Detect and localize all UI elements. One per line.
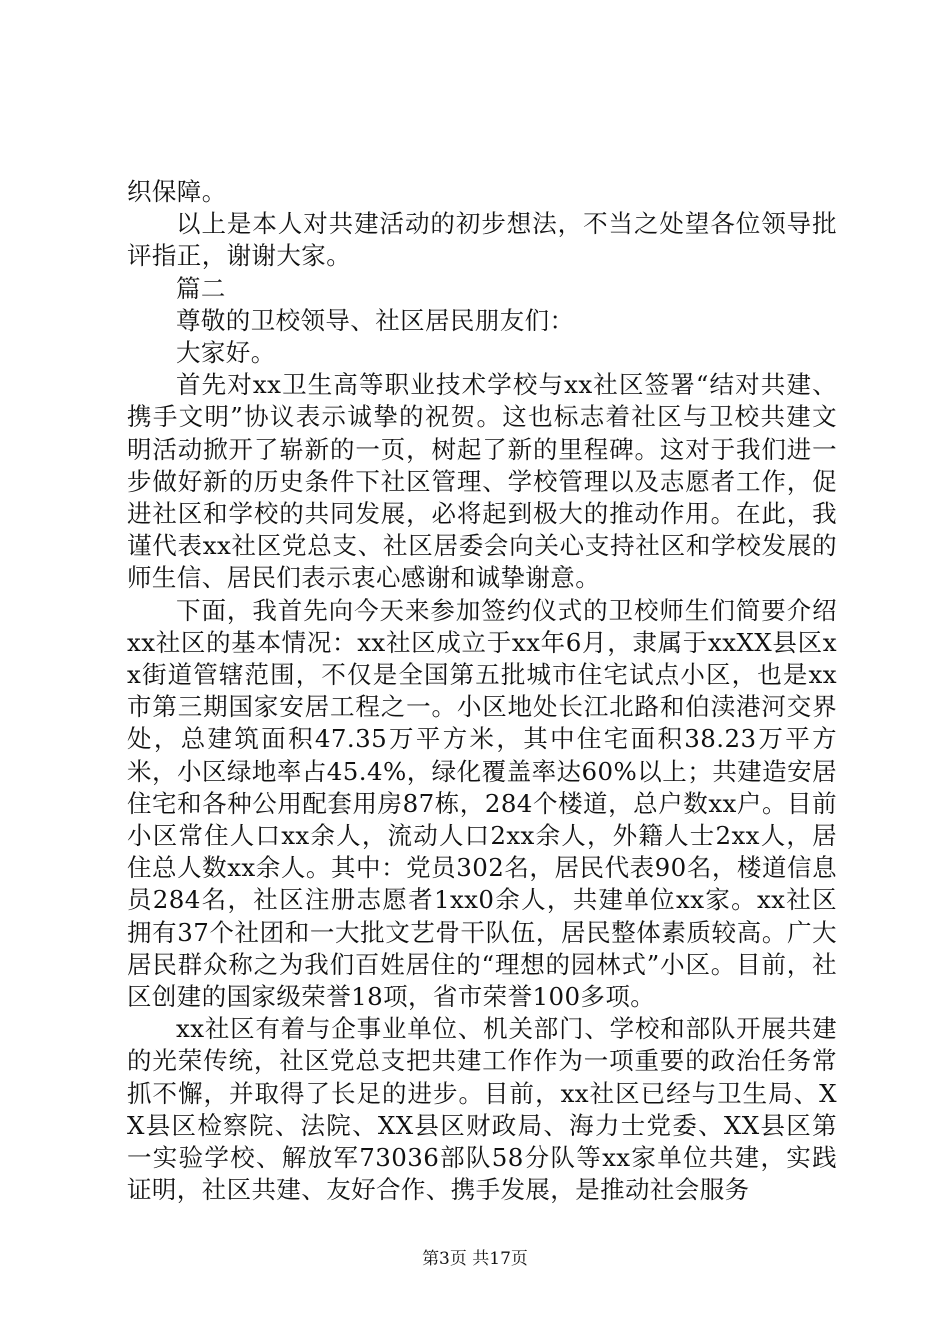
paragraph-continuation: 织保障。	[127, 177, 227, 206]
salutation: 尊敬的卫校领导、社区居民朋友们：	[176, 305, 575, 335]
paragraph-co-construction: xx社区有着与企事业单位、机关部门、学校和部队开展共建的光荣传统，社区党总支把共建工作作为一项重要的政治任务常抓不懈，并取得了长足的进步。目前，xx社区已经与卫生局、XX县区检察院、法院、XX县区财政局、海力士党委、XX县区第一实验学校、解放军73036部队58分队等xx家单位共建，实践证明，社区共建、友好合作、携手发展，是推动社会服务	[127, 1014, 837, 1205]
paragraph-closing-remarks: 以上是本人对共建活动的初步想法，不当之处望各位领导批评指正，谢谢大家。	[127, 209, 837, 271]
document-body	[127, 176, 837, 1207]
section-heading: 篇二	[176, 273, 226, 303]
greeting: 大家好。	[176, 338, 276, 368]
paragraph-congratulations: 首先对xx卫生高等职业技术学校与xx社区签署“结对共建、携手文明”协议表示诚挚的祝贺。这也标志着社区与卫校共建文明活动掀开了崭新的一页，树起了新的里程碑。这对于我们进一步做好新的历史条件下社区管理、学校管理以及志愿者工作，促进社区和学校的共同发展，必将起到极大的推动作用。在此，我谨代表xx社区党总支、社区居委会向关心支持社区和学校发展的师生信、居民们表示衷心感谢和诚挚谢意。	[127, 370, 837, 593]
page-footer: 第3页 共17页	[422, 1249, 528, 1269]
paragraph-community-overview: 下面，我首先向今天来参加签约仪式的卫校师生们简要介绍xx社区的基本情况：xx社区成立于xx年6月，隶属于xxXX县区xx街道管辖范围，不仅是全国第五批城市住宅试点小区，也是xx市第三期国家安居工程之一。小区地处长江北路和伯渎港河交界处，总建筑面积47.35万平方米，其中住宅面积38.23万平方米，小区绿地率占45.4%，绿化覆盖率达60%以上；共建造安居住宅和各种公用配套用房87栋，284个楼道，总户数xx户。目前小区常住人口xx余人，流动人口2xx余人，外籍人士2xx人，居住总人数xx余人。其中：党员302名，居民代表90名，楼道信息员284名，社区注册志愿者1xx0余人，共建单位xx家。xx社区拥有37个社团和一大批文艺骨干队伍，居民整体素质较高。广大居民群众称之为我们百姓居住的“理想的园林式”小区。目前，社区创建的国家级荣誉18项，省市荣誉100多项。	[127, 595, 837, 1012]
